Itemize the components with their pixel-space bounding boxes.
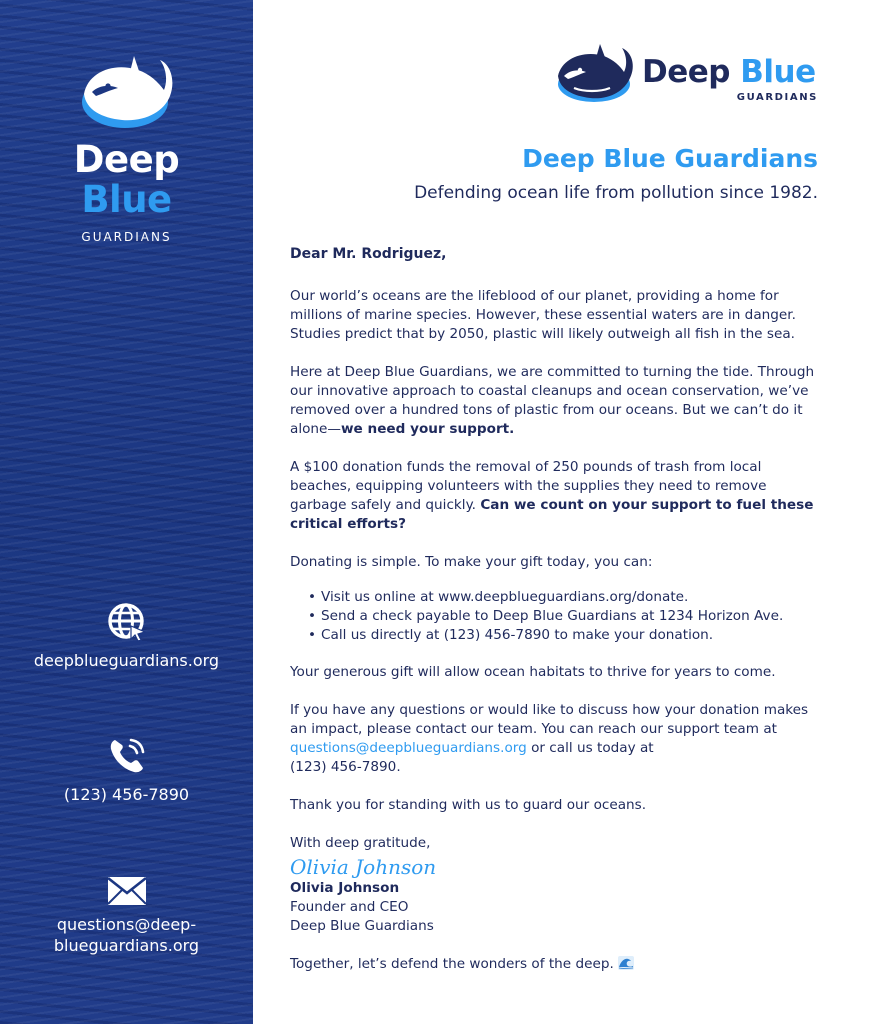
header-logo-blue: Blue — [740, 54, 816, 90]
letter-paragraph-2-text: Here at Deep Blue Guardians, we are committed to turning the tide. Through our innovative approach to coastal cleanups and ocean conservation, we’ve removed over a hundred tons of plastic from our oceans. But we can’t do it alone— — [290, 364, 815, 437]
letter-paragraph-3-text: A $100 donation funds the removal of 250 pounds of trash from local beaches, equipping volunteers with the supplies they need to remove garbage safely and quickly. — [290, 459, 767, 513]
letter-paragraph-6-text-2: or call us today at — [526, 740, 654, 756]
orca-logo-icon — [556, 42, 636, 104]
sidebar-brand-blue: Blue — [81, 178, 172, 221]
wave-icon — [618, 956, 634, 970]
envelope-icon — [107, 876, 147, 906]
list-item: • Visit us online at www.deepblueguardians.org/donate. — [308, 588, 820, 607]
orca-logo-icon — [78, 50, 176, 130]
sidebar-website-text[interactable]: deepblueguardians.org — [33, 651, 220, 670]
letter-greeting: Dear Mr. Rodriguez, — [290, 246, 447, 262]
sidebar-brand — [0, 140, 253, 244]
org-title: Deep Blue Guardians — [522, 144, 818, 173]
letter-paragraph-3-bold: Can we count on your support to fuel these critical efforts? — [290, 497, 814, 532]
sidebar — [0, 0, 253, 1024]
sidebar-email-line1[interactable]: questions@deep- — [56, 915, 197, 934]
donation-options-list — [308, 588, 820, 645]
phone-icon — [107, 736, 147, 776]
header-logo-guardians: GUARDIANS — [736, 92, 818, 103]
letter-paragraph-2-bold: we need your support. — [341, 421, 515, 437]
letter-paragraph-1: Our world’s oceans are the lifeblood of our planet, providing a home for millions of marine species. However, these essential waters are in danger. Studies predict that by 2050, plastic will likely outweigh all fish in the sea. — [290, 288, 796, 342]
letter-paragraph-6 — [290, 701, 820, 777]
signer-block — [290, 879, 820, 936]
sidebar-brand-guardians: GUARDIANS — [81, 230, 172, 244]
org-tagline: Defending ocean life from pollution since 1982. — [414, 183, 818, 203]
letter-paragraph-6-text: If you have any questions or would like to discuss how your donation makes an impact, please contact our team. You can reach our support team at — [290, 702, 809, 737]
signer-title: Founder and CEO — [290, 899, 409, 915]
header-logo — [556, 42, 820, 104]
letter-paragraph-5: Your generous gift will allow ocean habitats to thrive for years to come. — [290, 664, 776, 680]
letter-paragraph-4: Donating is simple. To make your gift today, you can: — [290, 554, 653, 570]
signer-org: Deep Blue Guardians — [290, 918, 434, 934]
letter-paragraph-2 — [290, 363, 820, 439]
letter-body — [290, 245, 820, 993]
sidebar-email-line2[interactable]: blueguardians.org — [53, 936, 200, 955]
letter-final-line — [290, 955, 820, 974]
signer-name: Olivia Johnson — [290, 880, 400, 896]
signature: Olivia Johnson — [290, 855, 437, 879]
header-logo-wordmark — [642, 54, 816, 90]
sidebar-email — [0, 876, 253, 956]
support-email-link[interactable]: questions@deepblueguardians.org — [290, 740, 527, 756]
letter-paragraph-3 — [290, 458, 820, 534]
list-item: • Call us directly at (123) 456-7890 to make your donation. — [308, 626, 820, 645]
letter-closing: With deep gratitude, — [290, 835, 431, 851]
letter-paragraph-6-phone: (123) 456-7890. — [290, 759, 401, 775]
letter-final-text: Together, let’s defend the wonders of the deep. — [290, 956, 614, 972]
sidebar-website — [0, 602, 253, 671]
letter-paragraph-7: Thank you for standing with us to guard our oceans. — [290, 797, 647, 813]
globe-icon — [107, 602, 147, 642]
sidebar-phone-text[interactable]: (123) 456-7890 — [63, 785, 190, 804]
sidebar-brand-deep: Deep — [73, 138, 180, 181]
header-logo-deep: Deep — [642, 54, 730, 90]
list-item: • Send a check payable to Deep Blue Guardians at 1234 Horizon Ave. — [308, 607, 820, 626]
sidebar-phone — [0, 736, 253, 805]
